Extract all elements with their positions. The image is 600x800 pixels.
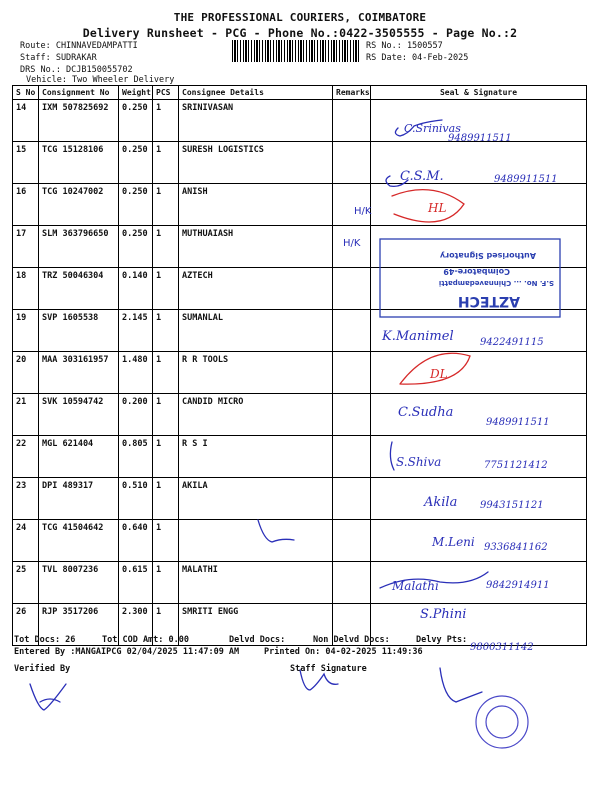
cell-signature — [371, 352, 587, 394]
barcode — [232, 40, 360, 62]
verified-by: Verified By — [14, 664, 71, 674]
cell-signature — [371, 562, 587, 604]
cell-signature — [371, 184, 587, 226]
col-signature: Seal & Signature — [371, 86, 587, 100]
cell-sno: 15 — [13, 142, 39, 184]
cell-pcs: 1 — [153, 562, 179, 604]
cell-signature — [371, 100, 587, 142]
cell-remarks — [333, 562, 371, 604]
phone-row24: 9336841162 — [484, 542, 548, 553]
signature-row19: K.Manimel — [382, 329, 454, 344]
cell-consignee: SURESH LOGISTICS — [179, 142, 333, 184]
stamp-line-1: AZTECH — [457, 293, 520, 309]
cell-signature — [371, 604, 587, 646]
phone-row15: 9489911511 — [494, 174, 558, 185]
cell-consignment-no: MAA 303161957 — [39, 352, 119, 394]
cell-consignment-no: TCG 15128106 — [39, 142, 119, 184]
cell-sno: 22 — [13, 436, 39, 478]
phone-row14: 9489911511 — [448, 133, 512, 144]
cell-consignment-no: TVL 8007236 — [39, 562, 119, 604]
cell-consignment-no: SVK 10594742 — [39, 394, 119, 436]
table-row — [13, 268, 587, 310]
cell-consignee: SUMANLAL — [179, 310, 333, 352]
signature-row25: Malathi — [392, 579, 439, 593]
cell-pcs: 1 — [153, 226, 179, 268]
cell-weight: 0.250 — [119, 184, 153, 226]
table-row — [13, 478, 587, 520]
bottom-right-signature — [440, 668, 482, 702]
cell-consignee: SMRITI ENGG — [179, 604, 333, 646]
vehicle: Vehicle: Two Wheeler Delivery — [26, 75, 175, 85]
table-row — [13, 394, 587, 436]
remark-row16: H/K — [354, 206, 372, 217]
cell-weight: 0.805 — [119, 436, 153, 478]
drs-no: DRS No.: DCJB150055702 — [20, 65, 133, 75]
red-text-row20: DL — [430, 367, 448, 381]
cell-consignee: AKILA — [179, 478, 333, 520]
cell-sno: 20 — [13, 352, 39, 394]
cell-consignment-no: SLM 363796650 — [39, 226, 119, 268]
cell-weight: 2.300 — [119, 604, 153, 646]
cell-consignment-no: RJP 3517206 — [39, 604, 119, 646]
cell-pcs: 1 — [153, 604, 179, 646]
rs-date: RS Date: 04-Feb-2025 — [366, 53, 469, 63]
cell-consignee: SRINIVASAN — [179, 100, 333, 142]
cell-consignment-no: TCG 41504642 — [39, 520, 119, 562]
cell-signature — [371, 478, 587, 520]
cell-pcs: 1 — [153, 436, 179, 478]
verified-signature — [30, 684, 66, 710]
cell-pcs: 1 — [153, 352, 179, 394]
phone-row22: 7751121412 — [484, 460, 548, 471]
table-row — [13, 310, 587, 352]
cell-consignee: MALATHI — [179, 562, 333, 604]
cell-remarks — [333, 184, 371, 226]
cell-consignment-no: MGL 621404 — [39, 436, 119, 478]
cell-signature — [371, 310, 587, 352]
table-header-row — [13, 86, 587, 100]
non-delvd-docs: Non Delvd Docs: — [313, 635, 390, 645]
red-text-row16: HL — [428, 201, 447, 215]
delvy-pts: Delvy Pts: — [416, 635, 468, 645]
phone-row21: 9489911511 — [486, 417, 550, 428]
remark-row17: H/K — [343, 238, 361, 249]
printed-on: Printed On: 04-02-2025 11:49:36 — [264, 647, 423, 657]
cell-pcs: 1 — [153, 142, 179, 184]
cell-consignee: AZTECH — [179, 268, 333, 310]
table-row — [13, 562, 587, 604]
cell-consignee — [179, 520, 333, 562]
table-row — [13, 520, 587, 562]
cell-consignment-no: TRZ 50046304 — [39, 268, 119, 310]
cell-pcs: 1 — [153, 394, 179, 436]
cell-pcs: 1 — [153, 310, 179, 352]
signature-row15: C.S.M. — [400, 169, 444, 184]
cell-remarks — [333, 394, 371, 436]
cell-consignment-no: TCG 10247002 — [39, 184, 119, 226]
col-pcs: PCS — [153, 86, 179, 100]
phone-row26: 9800311142 — [470, 642, 534, 653]
phone-row23: 9943151121 — [480, 500, 544, 511]
cell-pcs: 1 — [153, 100, 179, 142]
cell-remarks — [333, 478, 371, 520]
signature-row23: Akila — [424, 495, 458, 510]
cell-signature — [371, 268, 587, 310]
cell-consignee: R R TOOLS — [179, 352, 333, 394]
cell-signature — [371, 142, 587, 184]
phone-row19: 9422491115 — [480, 337, 544, 348]
round-seal — [476, 696, 528, 748]
cell-signature — [371, 520, 587, 562]
runsheet-table — [12, 85, 587, 646]
runsheet-title: Delivery Runsheet - PCG - Phone No.:0422-3505555 - Page No.:2 — [82, 26, 518, 40]
col-consignment: Consignment No — [39, 86, 119, 100]
cell-consignee: MUTHUAIASH — [179, 226, 333, 268]
cell-weight: 0.250 — [119, 100, 153, 142]
signature-row22: S.Shiva — [396, 455, 442, 469]
cell-weight: 0.250 — [119, 142, 153, 184]
cell-remarks — [333, 310, 371, 352]
cell-weight: 0.200 — [119, 394, 153, 436]
signature-row21: C.Sudha — [398, 405, 454, 420]
cell-sno: 24 — [13, 520, 39, 562]
col-sno: S No — [13, 86, 39, 100]
cell-sno: 25 — [13, 562, 39, 604]
cell-sno: 14 — [13, 100, 39, 142]
cell-consignee: CANDID MICRO — [179, 394, 333, 436]
cell-sno: 23 — [13, 478, 39, 520]
cell-weight: 0.140 — [119, 268, 153, 310]
cell-signature — [371, 394, 587, 436]
entered-by: Entered By :MANGAIPCG 02/04/2025 11:47:09 AM — [14, 647, 240, 657]
phone-row25: 9842914911 — [486, 580, 550, 591]
cell-sno: 18 — [13, 268, 39, 310]
delvd-docs: Delvd Docs: — [229, 635, 286, 645]
rs-no: RS No.: 1500557 — [366, 41, 443, 51]
cell-remarks — [333, 142, 371, 184]
cell-weight: 1.480 — [119, 352, 153, 394]
table-row — [13, 100, 587, 142]
table-row — [13, 436, 587, 478]
signature-row26: S.Phini — [420, 607, 467, 622]
cell-weight: 0.510 — [119, 478, 153, 520]
cell-consignee: ANISH — [179, 184, 333, 226]
table-row — [13, 604, 587, 646]
table-row — [13, 352, 587, 394]
signature-row14: C.Srinivas — [404, 122, 461, 135]
cell-sno: 26 — [13, 604, 39, 646]
cell-weight: 0.250 — [119, 226, 153, 268]
staff: Staff: SUDRAKAR — [20, 53, 97, 63]
cell-pcs: 1 — [153, 520, 179, 562]
cell-sno: 17 — [13, 226, 39, 268]
cell-pcs: 1 — [153, 184, 179, 226]
tot-docs: Tot Docs: 26 — [14, 635, 76, 645]
table-row — [13, 142, 587, 184]
route: Route: CHINNAVEDAMPATTI — [20, 41, 138, 51]
stamp-line-2: S.F. No. ... Chinnavedampatti — [438, 279, 554, 287]
col-weight: Weight — [119, 86, 153, 100]
cell-sno: 21 — [13, 394, 39, 436]
signature-row24: M.Leni — [432, 535, 475, 549]
cell-consignment-no: SVP 1605538 — [39, 310, 119, 352]
cell-pcs: 1 — [153, 478, 179, 520]
stamp-line-3: Coimbatore-49 — [443, 267, 510, 276]
cell-remarks — [333, 352, 371, 394]
cell-sno: 16 — [13, 184, 39, 226]
cell-remarks — [333, 268, 371, 310]
table-row — [13, 184, 587, 226]
table-row — [13, 226, 587, 268]
cell-remarks — [333, 100, 371, 142]
cell-signature — [371, 226, 587, 268]
cell-signature — [371, 436, 587, 478]
cell-remarks — [333, 436, 371, 478]
cell-weight: 0.615 — [119, 562, 153, 604]
cell-sno: 19 — [13, 310, 39, 352]
cell-consignment-no: IXM 507825692 — [39, 100, 119, 142]
col-remarks: Remarks — [333, 86, 371, 100]
stamp-line-4: Authorised Signatory — [439, 251, 536, 260]
cell-consignment-no: DPI 489317 — [39, 478, 119, 520]
staff-signature-label: Staff Signature — [290, 664, 367, 674]
cell-pcs: 1 — [153, 268, 179, 310]
cell-remarks — [333, 226, 371, 268]
tot-cod-amt: Tot COD Amt: 0.00 — [102, 635, 189, 645]
col-consignee: Consignee Details — [179, 86, 333, 100]
company-title: THE PROFESSIONAL COURIERS, COIMBATORE — [173, 11, 427, 24]
cell-consignee: R S I — [179, 436, 333, 478]
cell-weight: 2.145 — [119, 310, 153, 352]
cell-weight: 0.640 — [119, 520, 153, 562]
cell-remarks — [333, 520, 371, 562]
